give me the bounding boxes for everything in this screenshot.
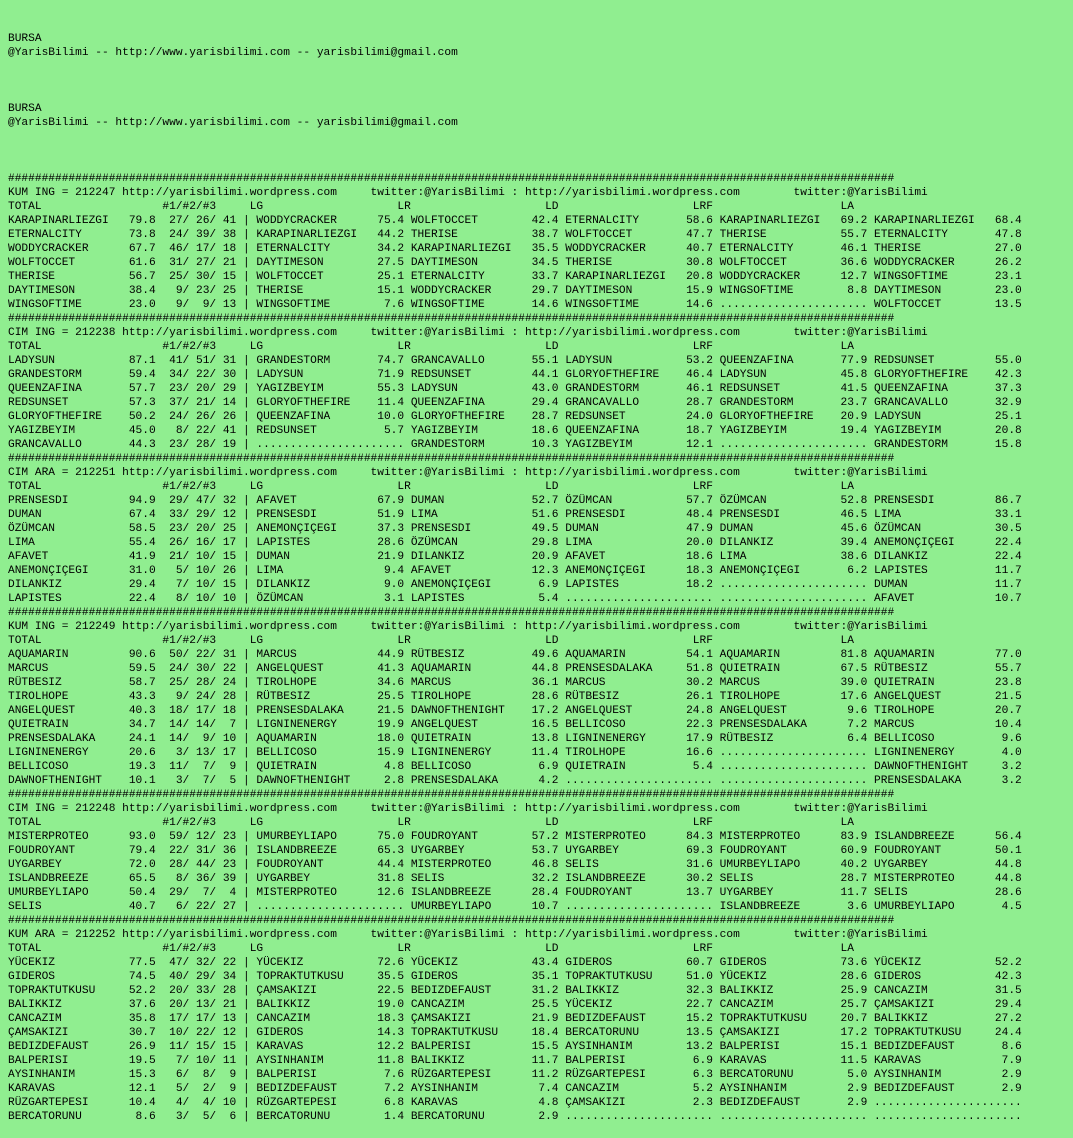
table-row: BEDIZDEFAUST 26.9 11/ 15/ 15 | KARAVAS 12.2 BALPERISI 15.5 AYSINHANIM 13.2 BALPERISI 15.1 BEDIZDEFAUST 8.6 — [8, 1041, 1022, 1053]
table-row: AYSINHANIM 15.3 6/ 8/ 9 | BALPERISI 7.6 RÜZGARTEPESI 11.2 RÜZGARTEPESI 6.3 BERCATORUNU 5.0 AYSINHANIM 2.9 — [8, 1069, 1022, 1081]
table-row: SELIS 40.7 6/ 22/ 27 | ...................... UMURBEYLIAPO 10.7 ...................... ISLANDBREEZE 3.6 UMURBEYLIAPO 4.5 — [8, 901, 1022, 913]
column-header: TOTAL #1/#2/#3 LG LR LD LRF LA — [8, 943, 854, 955]
separator-line: #################################################################################################################################### — [8, 313, 895, 325]
blank-line — [8, 88, 1073, 102]
table-row: BERCATORUNU 8.6 3/ 5/ 6 | BERCATORUNU 1.4 BERCATORUNU 2.9 ...................... ...................... ...................... — [8, 1111, 1022, 1123]
table-row: FOUDROYANT 79.4 22/ 31/ 36 | ISLANDBREEZE 65.3 UYGARBEY 53.7 UYGARBEY 69.3 FOUDROYANT 60.9 FOUDROYANT 50.1 — [8, 845, 1022, 857]
table-row: THERISE 56.7 25/ 30/ 15 | WOLFTOCCET 25.1 ETERNALCITY 33.7 KARAPINARLIEZGI 20.8 WODDYCRACKER 12.7 WINGSOFTIME 23.1 — [8, 271, 1022, 283]
blank-line — [8, 130, 1073, 144]
column-header: TOTAL #1/#2/#3 LG LR LD LRF LA — [8, 341, 854, 353]
blank-line — [8, 74, 1073, 88]
blank-line — [8, 60, 1073, 74]
table-row: YAGIZBEYIM 45.0 8/ 22/ 41 | REDSUNSET 5.7 YAGIZBEYIM 18.6 QUEENZAFINA 18.7 YAGIZBEYIM 19.4 YAGIZBEYIM 20.8 — [8, 425, 1022, 437]
table-row: ANEMONÇIÇEGI 31.0 5/ 10/ 26 | LIMA 9.4 AFAVET 12.3 ANEMONÇIÇEGI 18.3 ANEMONÇIÇEGI 6.2 LAPISTES 11.7 — [8, 565, 1022, 577]
table-row: AQUAMARIN 90.6 50/ 22/ 31 | MARCUS 44.9 RÜTBESIZ 49.6 AQUAMARIN 54.1 AQUAMARIN 81.8 AQUAMARIN 77.0 — [8, 649, 1022, 661]
table-row: DILANKIZ 29.4 7/ 10/ 15 | DILANKIZ 9.0 ANEMONÇIÇEGI 6.9 LAPISTES 18.2 ...................... DUMAN 11.7 — [8, 579, 1022, 591]
separator-line: #################################################################################################################################### — [8, 915, 895, 927]
table-row: UMURBEYLIAPO 50.4 29/ 7/ 4 | MISTERPROTEO 12.6 ISLANDBREEZE 28.4 FOUDROYANT 13.7 UYGARBEY 11.7 SELIS 28.6 — [8, 887, 1022, 899]
table-row: TIROLHOPE 43.3 9/ 24/ 28 | RÜTBESIZ 25.5 TIROLHOPE 28.6 RÜTBESIZ 26.1 TIROLHOPE 17.6 ANGELQUEST 21.5 — [8, 691, 1022, 703]
table-row: ETERNALCITY 73.8 24/ 39/ 38 | KARAPINARLIEZGI 44.2 THERISE 38.7 WOLFTOCCET 47.7 THERISE 55.7 ETERNALCITY 47.8 — [8, 229, 1022, 241]
race-title: KUM ARA = 212252 http://yarisbilimi.wordpress.com twitter:@YarisBilimi : http://yarisbilimi.wordpress.com twitter:@YarisBilimi — [8, 929, 928, 941]
column-header: TOTAL #1/#2/#3 LG LR LD LRF LA — [8, 481, 854, 493]
header-block — [8, 32, 1073, 102]
race-section — [8, 802, 1073, 914]
race-title: KUM ING = 212249 http://yarisbilimi.wordpress.com twitter:@YarisBilimi : http://yarisbilimi.wordpress.com twitter:@YarisBilimi — [8, 621, 928, 633]
table-row: PRENSESDI 94.9 29/ 47/ 32 | AFAVET 67.9 DUMAN 52.7 ÖZÜMCAN 57.7 ÖZÜMCAN 52.8 PRENSESDI 86.7 — [8, 495, 1022, 507]
table-row: PRENSESDALAKA 24.1 14/ 9/ 10 | AQUAMARIN 18.0 QUIETRAIN 13.8 LIGNINENERGY 17.9 RÜTBESIZ 6.4 BELLICOSO 9.6 — [8, 733, 1022, 745]
table-row: QUIETRAIN 34.7 14/ 14/ 7 | LIGNINENERGY 19.9 ANGELQUEST 16.5 BELLICOSO 22.3 PRENSESDALAKA 7.2 MARCUS 10.4 — [8, 719, 1022, 731]
table-row: ISLANDBREEZE 65.5 8/ 36/ 39 | UYGARBEY 31.8 SELIS 32.2 ISLANDBREEZE 30.2 SELIS 28.7 MISTERPROTEO 44.8 — [8, 873, 1022, 885]
table-row: WODDYCRACKER 67.7 46/ 17/ 18 | ETERNALCITY 34.2 KARAPINARLIEZGI 35.5 WODDYCRACKER 40.7 ETERNALCITY 46.1 THERISE 27.0 — [8, 243, 1022, 255]
table-row: DAWNOFTHENIGHT 10.1 3/ 7/ 5 | DAWNOFTHENIGHT 2.8 PRENSESDALAKA 4.2 ...................... ...................... PRENSESDALAKA 3.2 — [8, 775, 1022, 787]
separator-line: #################################################################################################################################### — [8, 789, 895, 801]
table-row: YÜCEKIZ 77.5 47/ 32/ 22 | YÜCEKIZ 72.6 YÜCEKIZ 43.4 GIDEROS 60.7 GIDEROS 73.6 YÜCEKIZ 52.2 — [8, 957, 1022, 969]
table-row: LIMA 55.4 26/ 16/ 17 | LAPISTES 28.6 ÖZÜMCAN 29.8 LIMA 20.0 DILANKIZ 39.4 ANEMONÇIÇEGI 22.4 — [8, 537, 1022, 549]
race-section — [8, 620, 1073, 788]
race-section — [8, 928, 1073, 1124]
table-row: BALIKKIZ 37.6 20/ 13/ 21 | BALIKKIZ 19.0 CANCAZIM 25.5 YÜCEKIZ 22.7 CANCAZIM 25.7 ÇAMSAKIZI 29.4 — [8, 999, 1022, 1011]
table-row: MISTERPROTEO 93.0 59/ 12/ 23 | UMURBEYLIAPO 75.0 FOUDROYANT 57.2 MISTERPROTEO 84.3 MISTERPROTEO 83.9 ISLANDBREEZE 56.4 — [8, 831, 1022, 843]
table-row: LAPISTES 22.4 8/ 10/ 10 | ÖZÜMCAN 3.1 LAPISTES 5.4 ...................... ...................... AFAVET 10.7 — [8, 593, 1022, 605]
table-row: QUEENZAFINA 57.7 23/ 20/ 29 | YAGIZBEYIM 55.3 LADYSUN 43.0 GRANDESTORM 46.1 REDSUNSET 41.5 QUEENZAFINA 37.3 — [8, 383, 1022, 395]
contact-line: @YarisBilimi -- http://www.yarisbilimi.com -- yarisbilimi@gmail.com — [8, 117, 458, 129]
table-row: GRANDESTORM 59.4 34/ 22/ 30 | LADYSUN 71.9 REDSUNSET 44.1 GLORYOFTHEFIRE 46.4 LADYSUN 45.8 GLORYOFTHEFIRE 42.3 — [8, 369, 1022, 381]
header-block — [8, 102, 1073, 144]
separator-line: #################################################################################################################################### — [8, 607, 895, 619]
table-row: RÜZGARTEPESI 10.4 4/ 4/ 10 | RÜZGARTEPESI 6.8 KARAVAS 4.8 ÇAMSAKIZI 2.3 BEDIZDEFAUST 2.9 ...................... — [8, 1097, 1022, 1109]
race-title: CIM ING = 212238 http://yarisbilimi.wordpress.com twitter:@YarisBilimi : http://yarisbilimi.wordpress.com twitter:@YarisBilimi — [8, 327, 928, 339]
table-row: ANGELQUEST 40.3 18/ 17/ 18 | PRENSESDALAKA 21.5 DAWNOFTHENIGHT 17.2 ANGELQUEST 24.8 ANGELQUEST 9.6 TIROLHOPE 20.7 — [8, 705, 1022, 717]
table-row: WINGSOFTIME 23.0 9/ 9/ 13 | WINGSOFTIME 7.6 WINGSOFTIME 14.6 WINGSOFTIME 14.6 ...................... WOLFTOCCET 13.5 — [8, 299, 1022, 311]
table-row: DUMAN 67.4 33/ 29/ 12 | PRENSESDI 51.9 LIMA 51.6 PRENSESDI 48.4 PRENSESDI 46.5 LIMA 33.1 — [8, 509, 1022, 521]
table-row: GRANCAVALLO 44.3 23/ 28/ 19 | ...................... GRANDESTORM 10.3 YAGIZBEYIM 12.1 ...................... GRANDESTORM 15.8 — [8, 439, 1022, 451]
table-row: REDSUNSET 57.3 37/ 21/ 14 | GLORYOFTHEFIRE 11.4 QUEENZAFINA 29.4 GRANCAVALLO 28.7 GRANDESTORM 23.7 GRANCAVALLO 32.9 — [8, 397, 1022, 409]
table-row: KARAPINARLIEZGI 79.8 27/ 26/ 41 | WODDYCRACKER 75.4 WOLFTOCCET 42.4 ETERNALCITY 58.6 KARAPINARLIEZGI 69.2 KARAPINARLIEZGI 68.4 — [8, 215, 1022, 227]
table-row: ÖZÜMCAN 58.5 23/ 20/ 25 | ANEMONÇIÇEGI 37.3 PRENSESDI 49.5 DUMAN 47.9 DUMAN 45.6 ÖZÜMCAN 30.5 — [8, 523, 1022, 535]
separator-line: #################################################################################################################################### — [8, 453, 895, 465]
contact-line: @YarisBilimi -- http://www.yarisbilimi.com -- yarisbilimi@gmail.com — [8, 47, 458, 59]
column-header: TOTAL #1/#2/#3 LG LR LD LRF LA — [8, 635, 854, 647]
city-title: BURSA — [8, 33, 42, 45]
table-row: ÇAMSAKIZI 30.7 10/ 22/ 12 | GIDEROS 14.3 TOPRAKTUTKUSU 18.4 BERCATORUNU 13.5 ÇAMSAKIZI 17.2 TOPRAKTUTKUSU 24.4 — [8, 1027, 1022, 1039]
race-title: CIM ARA = 212251 http://yarisbilimi.wordpress.com twitter:@YarisBilimi : http://yarisbilimi.wordpress.com twitter:@YarisBilimi — [8, 467, 928, 479]
race-sections — [8, 172, 1073, 1124]
table-row: DAYTIMESON 38.4 9/ 23/ 25 | THERISE 15.1 WODDYCRACKER 29.7 DAYTIMESON 15.9 WINGSOFTIME 8.8 DAYTIMESON 23.0 — [8, 285, 1022, 297]
race-section — [8, 186, 1073, 312]
city-title: BURSA — [8, 103, 42, 115]
separator-line: #################################################################################################################################### — [8, 173, 895, 185]
table-row: MARCUS 59.5 24/ 30/ 22 | ANGELQUEST 41.3 AQUAMARIN 44.8 PRENSESDALAKA 51.8 QUIETRAIN 67.5 RÜTBESIZ 55.7 — [8, 663, 1022, 675]
race-report-document — [8, 4, 1073, 1123]
table-row: LIGNINENERGY 20.6 3/ 13/ 17 | BELLICOSO 15.9 LIGNINENERGY 11.4 TIROLHOPE 16.6 ...................... LIGNINENERGY 4.0 — [8, 747, 1022, 759]
table-row: TOPRAKTUTKUSU 52.2 20/ 33/ 28 | ÇAMSAKIZI 22.5 BEDIZDEFAUST 31.2 BALIKKIZ 32.3 BALIKKIZ 25.9 CANCAZIM 31.5 — [8, 985, 1022, 997]
table-row: BALPERISI 19.5 7/ 10/ 11 | AYSINHANIM 11.8 BALIKKIZ 11.7 BALPERISI 6.9 KARAVAS 11.5 KARAVAS 7.9 — [8, 1055, 1022, 1067]
table-row: AFAVET 41.9 21/ 10/ 15 | DUMAN 21.9 DILANKIZ 20.9 AFAVET 18.6 LIMA 38.6 DILANKIZ 22.4 — [8, 551, 1022, 563]
report-headers — [8, 32, 1073, 144]
race-section — [8, 466, 1073, 606]
table-row: GIDEROS 74.5 40/ 29/ 34 | TOPRAKTUTKUSU 35.5 GIDEROS 35.1 TOPRAKTUTKUSU 51.0 YÜCEKIZ 28.6 GIDEROS 42.3 — [8, 971, 1022, 983]
table-row: CANCAZIM 35.8 17/ 17/ 13 | CANCAZIM 18.3 ÇAMSAKIZI 21.9 BEDIZDEFAUST 15.2 TOPRAKTUTKUSU 20.7 BALIKKIZ 27.2 — [8, 1013, 1022, 1025]
race-section — [8, 326, 1073, 452]
table-row: RÜTBESIZ 58.7 25/ 28/ 24 | TIROLHOPE 34.6 MARCUS 36.1 MARCUS 30.2 MARCUS 39.0 QUIETRAIN 23.8 — [8, 677, 1022, 689]
table-row: WOLFTOCCET 61.6 31/ 27/ 21 | DAYTIMESON 27.5 DAYTIMESON 34.5 THERISE 30.8 WOLFTOCCET 36.6 WODDYCRACKER 26.2 — [8, 257, 1022, 269]
column-header: TOTAL #1/#2/#3 LG LR LD LRF LA — [8, 201, 854, 213]
table-row: UYGARBEY 72.0 28/ 44/ 23 | FOUDROYANT 44.4 MISTERPROTEO 46.8 SELIS 31.6 UMURBEYLIAPO 40.2 UYGARBEY 44.8 — [8, 859, 1022, 871]
race-title: KUM ING = 212247 http://yarisbilimi.wordpress.com twitter:@YarisBilimi : http://yarisbilimi.wordpress.com twitter:@YarisBilimi — [8, 187, 928, 199]
table-row: GLORYOFTHEFIRE 50.2 24/ 26/ 26 | QUEENZAFINA 10.0 GLORYOFTHEFIRE 28.7 REDSUNSET 24.0 GLORYOFTHEFIRE 20.9 LADYSUN 25.1 — [8, 411, 1022, 423]
table-row: LADYSUN 87.1 41/ 51/ 31 | GRANDESTORM 74.7 GRANCAVALLO 55.1 LADYSUN 53.2 QUEENZAFINA 77.9 REDSUNSET 55.0 — [8, 355, 1022, 367]
column-header: TOTAL #1/#2/#3 LG LR LD LRF LA — [8, 817, 854, 829]
race-title: CIM ING = 212248 http://yarisbilimi.wordpress.com twitter:@YarisBilimi : http://yarisbilimi.wordpress.com twitter:@YarisBilimi — [8, 803, 928, 815]
table-row: KARAVAS 12.1 5/ 2/ 9 | BEDIZDEFAUST 7.2 AYSINHANIM 7.4 CANCAZIM 5.2 AYSINHANIM 2.9 BEDIZDEFAUST 2.9 — [8, 1083, 1022, 1095]
table-row: BELLICOSO 19.3 11/ 7/ 9 | QUIETRAIN 4.8 BELLICOSO 6.9 QUIETRAIN 5.4 ...................... DAWNOFTHENIGHT 3.2 — [8, 761, 1022, 773]
